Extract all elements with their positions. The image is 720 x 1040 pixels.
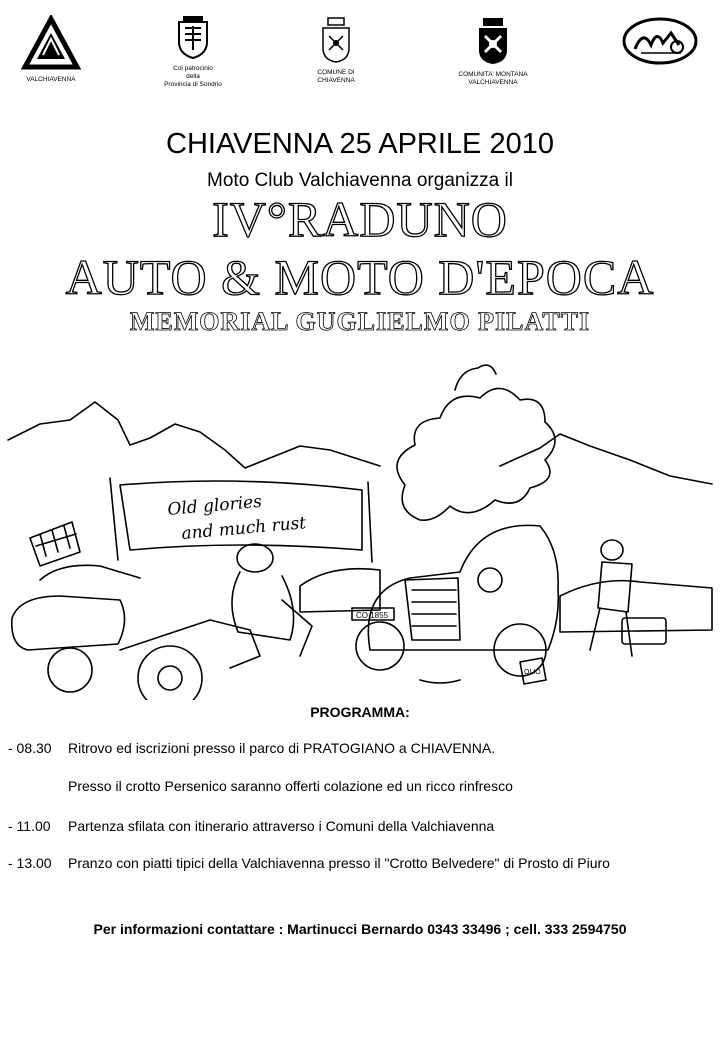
programma-text: Presso il crotto Persenico saranno offerti colazione ed un ricco rinfresco bbox=[68, 778, 513, 794]
logo-club-oval bbox=[620, 15, 700, 72]
logo-caption: COMUNE DI CHIAVENNA bbox=[317, 69, 355, 84]
vintage-cars-motorcycles-drawing bbox=[0, 350, 720, 700]
logo-provincia bbox=[152, 14, 234, 89]
comunita-crest-icon bbox=[475, 16, 511, 66]
logo-caption-line: della bbox=[186, 73, 200, 80]
province-crest-icon bbox=[173, 14, 213, 60]
organizer-line: Moto Club Valchiavenna organizza il bbox=[207, 170, 513, 191]
programma-item bbox=[8, 818, 494, 834]
smoke-cloud bbox=[397, 388, 555, 520]
logo-caption: VALCHIAVENNA bbox=[26, 76, 76, 83]
programma-time: - 08.30 bbox=[8, 740, 52, 756]
programma-item bbox=[8, 778, 513, 794]
banner-line-2: and much rust bbox=[180, 513, 307, 544]
banner bbox=[120, 481, 362, 550]
comune-crest-icon bbox=[319, 16, 353, 64]
oil-can-label: OLIO bbox=[524, 669, 541, 676]
logo-caption-line: Provincia di Sondrio bbox=[164, 81, 222, 88]
programma-item bbox=[8, 740, 495, 756]
license-plate: CO 1855 bbox=[356, 611, 389, 620]
logo-caption-line: VALCHIAVENNA bbox=[468, 79, 518, 86]
logo-caption-line: COMUNITA' MONTANA bbox=[458, 71, 528, 78]
club-oval-logo-icon bbox=[621, 15, 699, 67]
logo-caption-line: Col patrocinio bbox=[173, 65, 213, 72]
mountains-outline bbox=[8, 402, 380, 468]
logo-comunita-montana bbox=[455, 16, 531, 87]
event-date: CHIAVENNA 25 APRILE 2010 bbox=[166, 128, 554, 160]
main-title: AUTO & MOTO D'EPOCA bbox=[65, 249, 655, 305]
logo-comune bbox=[300, 16, 372, 85]
programma-text: Pranzo con piatti tipici della Valchiavenna presso il "Crotto Belvedere" di Prosto di Piuro bbox=[68, 855, 610, 871]
edition-title: IV°RADUNO bbox=[212, 191, 508, 247]
logo-moto-club bbox=[18, 15, 84, 84]
memorial-subtitle: MEMORIAL GUGLIELMO PILATTI bbox=[129, 307, 591, 336]
contact-info: Per informazioni contattare : Martinucci Bernardo 0343 33496 ; cell. 333 2594750 bbox=[93, 921, 627, 937]
programma-heading: PROGRAMMA: bbox=[310, 704, 410, 720]
mountains-right-outline bbox=[500, 434, 712, 484]
programma-time: - 11.00 bbox=[8, 818, 51, 834]
programma-text: Ritrovo ed iscrizioni presso il parco di PRATOGIANO a CHIAVENNA. bbox=[68, 740, 496, 756]
triangle-emblem-icon bbox=[21, 15, 81, 71]
programma-text: Partenza sfilata con itinerario attraverso i Comuni della Valchiavenna bbox=[68, 818, 495, 834]
banner-line-1: Old glories bbox=[166, 491, 263, 520]
programma-time: - 13.00 bbox=[8, 855, 52, 871]
programma-item bbox=[8, 855, 610, 871]
vintage-car bbox=[368, 525, 558, 650]
